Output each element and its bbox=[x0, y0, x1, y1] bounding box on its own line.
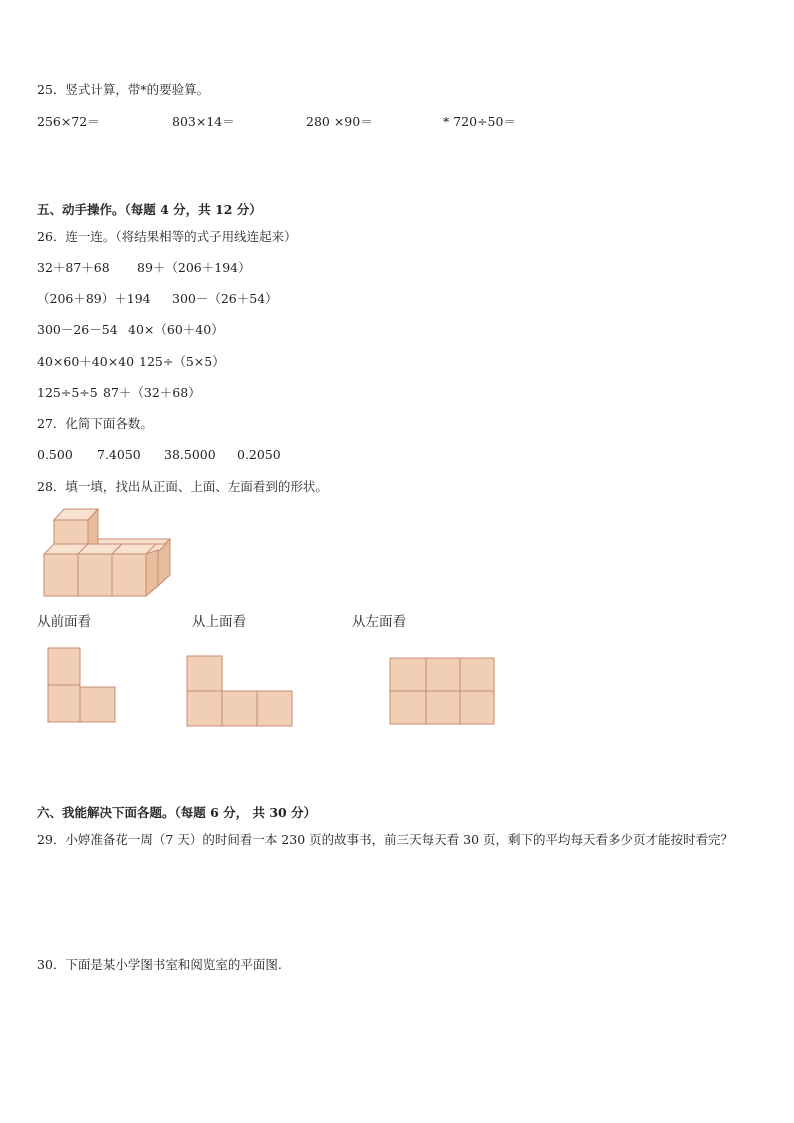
view-label-top: 从上面看 bbox=[192, 614, 246, 630]
q26-left-3: 300－26－54 bbox=[37, 322, 118, 337]
left-view-figure bbox=[388, 656, 500, 728]
q27-number-2: 7.4050 bbox=[97, 447, 141, 462]
q26-left-2: （206＋89）＋194 bbox=[37, 291, 151, 306]
section5-heading: 五、动手操作。（每题 4 分，共 12 分） bbox=[37, 202, 262, 217]
q27-title: 27．化简下面各数。 bbox=[37, 416, 153, 431]
cube-stack-figure bbox=[40, 505, 180, 600]
q26-left-1: 32＋87＋68 bbox=[37, 260, 110, 275]
q26-right-4: 125÷（5×5） bbox=[139, 354, 225, 369]
q25-item-1: 256×72＝ bbox=[37, 114, 100, 129]
view-label-left: 从左面看 bbox=[352, 614, 406, 630]
q26-right-2: 300－（26＋54） bbox=[172, 291, 278, 306]
q26-title: 26．连一连。（将结果相等的式子用线连起来） bbox=[37, 229, 297, 244]
view-label-front: 从前面看 bbox=[37, 614, 91, 630]
front-view-figure bbox=[46, 646, 118, 726]
top-view-figure bbox=[185, 654, 295, 730]
section6-heading: 六、我能解决下面各题。（每题 6 分， 共 30 分） bbox=[37, 805, 317, 820]
q27-number-1: 0.500 bbox=[37, 447, 73, 462]
q25-title: 25．竖式计算，带*的要验算。 bbox=[37, 82, 210, 97]
q26-right-1: 89＋（206＋194） bbox=[137, 260, 251, 275]
q28-title: 28．填一填，找出从正面、上面、左面看到的形状。 bbox=[37, 479, 328, 494]
q29-text: 29．小婷准备花一周（7 天）的时间看一本 230 页的故事书，前三天每天看 30 页，剩下的平均每天看多少页才能按时看完？ bbox=[37, 832, 733, 847]
q25-item-3: 280 ×90＝ bbox=[306, 114, 373, 129]
q30-text: 30．下面是某小学图书室和阅览室的平面图. bbox=[37, 957, 282, 972]
q27-number-3: 38.5000 bbox=[164, 447, 216, 462]
q26-right-3: 40×（60＋40） bbox=[128, 322, 224, 337]
q26-left-5: 125÷5÷5 bbox=[37, 385, 98, 400]
q26-right-5: 87＋（32＋68） bbox=[103, 385, 201, 400]
q26-left-4: 40×60＋40×40 bbox=[37, 354, 135, 369]
q25-item-2: 803×14＝ bbox=[172, 114, 235, 129]
q27-number-4: 0.2050 bbox=[237, 447, 281, 462]
q25-item-4: * 720÷50＝ bbox=[443, 114, 516, 129]
